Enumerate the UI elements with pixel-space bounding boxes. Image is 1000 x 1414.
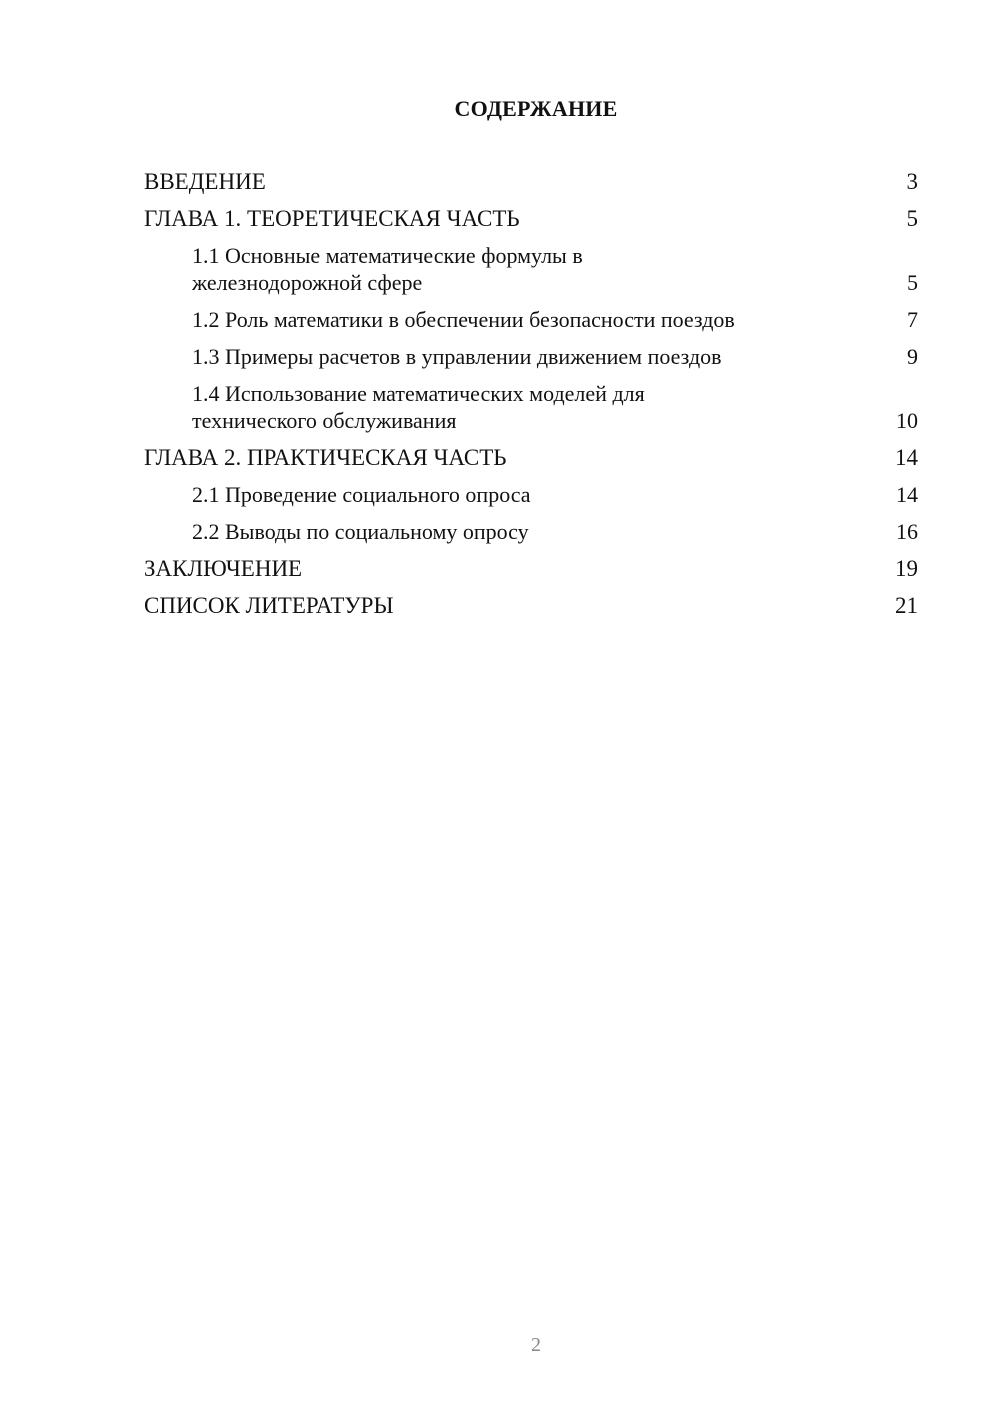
toc-entry-page: 3 (906, 169, 918, 194)
toc-entry-page: 5 (906, 206, 918, 231)
page-number: 2 (531, 1334, 541, 1356)
toc-entry-label: 2.2 Выводы по социальному опросу (192, 519, 529, 544)
toc-entry-section-1-3[interactable] (144, 343, 918, 370)
toc-entry-label: ГЛАВА 2. ПРАКТИЧЕСКАЯ ЧАСТЬ (144, 445, 507, 470)
table-of-contents (144, 168, 918, 629)
toc-entry-page: 14 (895, 445, 918, 470)
toc-entry-page: 5 (907, 270, 918, 295)
toc-entry-label: 1.4 Использование математических моделей для технического обслуживания (192, 381, 645, 433)
toc-entry-page: 7 (907, 307, 918, 332)
toc-entry-references[interactable] (144, 592, 918, 619)
toc-entry-introduction[interactable] (144, 168, 918, 195)
toc-entry-page: 19 (895, 556, 918, 581)
toc-entry-label: 1.3 Примеры расчетов в управлении движением поездов (192, 344, 722, 369)
page-title: СОДЕРЖАНИЕ (454, 96, 618, 121)
toc-entry-section-1-2[interactable] (144, 306, 918, 333)
toc-entry-page: 21 (895, 593, 918, 618)
toc-entry-label: 1.2 Роль математики в обеспечении безопасности поездов (192, 307, 735, 332)
toc-entry-label: СПИСОК ЛИТЕРАТУРЫ (144, 593, 394, 618)
toc-entry-label: 1.1 Основные математические формулы в железнодорожной сфере (192, 243, 583, 295)
toc-entry-chapter-2[interactable] (144, 444, 918, 471)
toc-entry-conclusion[interactable] (144, 555, 918, 582)
toc-entry-section-1-4[interactable] (144, 380, 918, 434)
toc-entry-page: 9 (907, 344, 918, 369)
toc-entry-section-1-1[interactable] (144, 242, 918, 296)
toc-entry-page: 16 (896, 519, 918, 544)
toc-entry-section-2-2[interactable] (144, 518, 918, 545)
toc-entry-label: 2.1 Проведение социального опроса (192, 482, 531, 507)
toc-entry-section-2-1[interactable] (144, 481, 918, 508)
toc-entry-page: 10 (896, 408, 918, 433)
toc-entry-label: ГЛАВА 1. ТЕОРЕТИЧЕСКАЯ ЧАСТЬ (144, 206, 520, 231)
toc-entry-page: 14 (896, 482, 918, 507)
toc-entry-label: ЗАКЛЮЧЕНИЕ (144, 556, 303, 581)
toc-entry-label: ВВЕДЕНИЕ (144, 169, 266, 194)
toc-entry-chapter-1[interactable] (144, 205, 918, 232)
